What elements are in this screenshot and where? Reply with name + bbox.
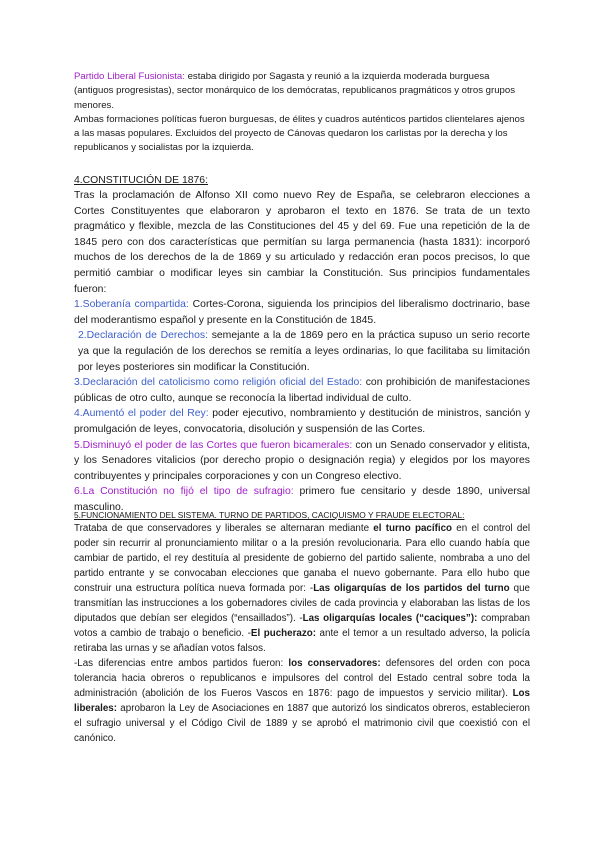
section-funcionamiento-sistema — [74, 510, 530, 746]
bold-term: Las oligarquías locales (“caciques”): — [302, 613, 478, 624]
principle-item — [74, 328, 530, 375]
principle-text: semejante a la de 1869 pero en la práctica supuso un serio recorte ya que la regulación de los derechos se remitía a leyes ordinarias, lo que facilitaba su limitación por leyes posteriores sin modificar la Constitución. — [78, 330, 530, 373]
bold-term: Las oligarquías de los partidos del turno — [313, 583, 510, 594]
text-run: Trataba de que conservadores y liberales se alternaran mediante — [74, 523, 374, 534]
text-run: -Las diferencias entre ambos partidos fueron: — [74, 658, 289, 669]
text-run: ante el temor a un resultado adverso, la policía retiraba las urnas y se añadían votos falsos. — [74, 628, 530, 654]
principle-label: 1.Soberanía compartida: — [74, 299, 189, 311]
principle-label: 6.La Constitución no fijó el tipo de sufragio: — [74, 486, 294, 498]
bold-term: los conservadores: — [288, 658, 381, 669]
principle-item — [74, 375, 530, 406]
section-5-paragraph-2 — [74, 656, 530, 746]
text-run: compraban votos a cambio de trabajo o beneficio. - — [74, 613, 530, 639]
fusionista-term: Partido Liberal Fusionista: — [74, 71, 185, 82]
ambas-paragraph: Ambas formaciones políticas fueron burguesas, de élites y cuadros auténticos partidos clientelares ajenos a las masas populares. Excluidos del proyecto de Cánovas quedaron los carlistas por la derecha y los republicanos y socialistas por la izquierda. — [74, 113, 525, 154]
principle-text: poder ejecutivo, nombramiento y destitución de ministros, sanción y promulgación de leyes, convocatoria, disolución y suspensión de las Cortes. — [74, 408, 531, 435]
fusionista-text: estaba dirigido por Sagasta y reunió a la izquierda moderada burguesa (antiguos progresistas), sector monárquico de los demócratas, republicanos pragmáticos y otros grupos menores. — [74, 71, 515, 111]
section-5-paragraph-1 — [74, 521, 530, 656]
principle-text: con prohibición de manifestaciones públicas de otro culto, aunque se reconocía la libertad individual de culto. — [74, 377, 530, 404]
principle-item — [74, 438, 530, 485]
text-run: defensores del orden con poca tolerancia hacia obreros o republicanos e impulsores del control del Estado central sobre toda la administración (abolición de los Fueros Vascos en 1876: pago de impuestos y servicio militar). — [74, 658, 530, 699]
text-run: aprobaron la Ley de Asociaciones en 1887 que autorizó los sindicatos obreros, establecieron el sufragio universal y el Código Civil de 1889 y se aprobó el matrimonio civil que coexistió con el canónico. — [74, 703, 530, 744]
section-4-heading: 4.CONSTITUCIÓN DE 1876: — [74, 175, 208, 186]
principle-label: 5.Disminuyó el poder de las Cortes que fueron bicamerales: — [74, 439, 353, 451]
section-4-intro: Tras la proclamación de Alfonso XII como nuevo Rey de España, se celebraron elecciones a Cortes Constituyentes que elaboraron y aprobaron el texto en 1876. Se trata de un texto pragmático y flexible, mezcla de las Constituciones del 45 y del 69. Fue una repetición de la de 1845 pero con dos características que permitían su larga permanencia (hasta 1831): incorporó muchos de los derechos de la de 1869 y su articulado y redacción eran pocos precisos, lo que permitió cambiar o modificar leyes sin cambiar la Constitución. Sus principios fundamentales fueron: — [74, 190, 530, 295]
text-run: en el control del poder sin recurrir al pronunciamiento militar o a la presión revolucionaria. Para ello cuando había que cambiar de partido, el rey destituía al presidente de gobierno del partido saliente, nombraba a uno del partido entrante y se convocaban elecciones que ganaba el nuevo gobernante. Para ello hubo que construir una estructura política nueva formada por: - — [74, 523, 530, 594]
principle-label: 4.Aumentó el poder del Rey: — [74, 408, 209, 420]
principle-text: con un Senado conservador y elitista, y los Senadores vitalicios (por derecho propio o designación regia) y elegidos por los mayores contribuyentes y principales corporaciones y con un Congreso electivo. — [74, 439, 530, 482]
principle-item — [74, 297, 530, 328]
text-run: que transmitían las instrucciones a los gobernadores civiles de cada provincia y elaboraban las listas de los diputados que debían ser elegidos (“ensaillados”). - — [74, 583, 530, 624]
principle-text: Cortes-Corona, siguienda los principios del liberalismo doctrinario, base del moderantismo español y presente en la Constitución de 1845. — [74, 299, 530, 326]
fusionista-paragraph — [74, 70, 530, 113]
section-5-heading: 5.FUNCIONAMIENTO DEL SISTEMA. TURNO DE PARTIDOS, CACIQUISMO Y FRAUDE ELECTORAL: — [74, 510, 465, 520]
principle-label: 3.Declaración del catolicismo como religión oficial del Estado: — [74, 377, 363, 389]
bold-term: Los liberales: — [74, 688, 530, 714]
principle-text: primero fue censitario y desde 1890, universal masculino. — [74, 486, 531, 513]
bold-term: El pucherazo: — [250, 628, 316, 639]
section-constitucion-1876 — [74, 174, 530, 515]
fusionista-block — [74, 70, 530, 156]
bold-term: el turno pacífico — [373, 523, 452, 534]
principle-item — [74, 406, 530, 437]
principle-label: 2.Declaración de Derechos: — [78, 330, 208, 342]
